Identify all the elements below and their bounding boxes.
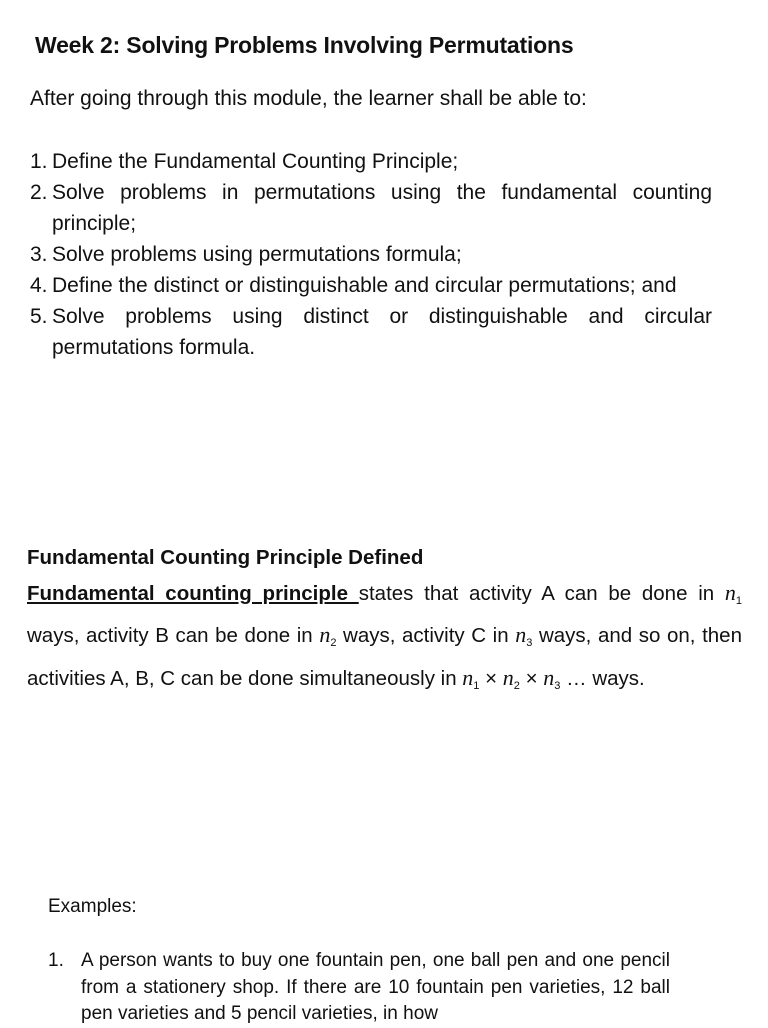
subscript: 3 xyxy=(526,637,533,649)
variable-n: n xyxy=(462,664,474,690)
list-item xyxy=(30,270,712,301)
times-sign: × xyxy=(479,666,503,690)
subscript: 3 xyxy=(554,679,561,692)
times-sign: × xyxy=(525,666,544,690)
list-item xyxy=(30,146,712,177)
subscript: 2 xyxy=(513,679,520,692)
definition-text: ways, activity C in xyxy=(336,624,516,647)
objectives-list xyxy=(30,146,712,363)
list-item-number: 5. xyxy=(30,305,48,328)
definition-text: ways, activity B can be done in xyxy=(27,624,320,647)
definition-text: states that activity A can be done in xyxy=(358,581,725,605)
examples-label: Examples: xyxy=(48,896,137,917)
list-item-text: Define the distinct or distinguishable and circular permutations; and xyxy=(52,274,677,297)
definition-text: … ways. xyxy=(560,666,645,690)
list-item-text: Define the Fundamental Counting Principle; xyxy=(52,150,459,173)
list-item xyxy=(48,948,670,1028)
definition-paragraph xyxy=(27,576,742,704)
list-item-number: 4. xyxy=(30,274,48,297)
list-item-number: 2. xyxy=(30,181,48,204)
subscript: 1 xyxy=(473,679,480,692)
variable-n: n xyxy=(319,622,331,647)
list-item-number: 3. xyxy=(30,243,48,266)
examples-list xyxy=(48,948,670,1028)
definition-term: Fundamental counting principle xyxy=(27,581,359,605)
intro-text: After going through this module, the learner shall be able to: xyxy=(30,87,587,110)
list-item-text: A person wants to buy one fountain pen, one ball pen and one pencil from a stationery shop. If there are 10 fountain pen varieties, 12 ball pen varieties and 5 pencil varieties, in how xyxy=(81,950,670,1024)
page-title: Week 2: Solving Problems Involving Permutations xyxy=(35,32,574,58)
variable-n: n xyxy=(502,664,514,690)
list-item-text: Solve problems using distinct or distinguishable and circular permutations formula. xyxy=(52,305,712,359)
list-item xyxy=(30,239,712,270)
variable-n: n xyxy=(515,622,527,647)
section-heading: Fundamental Counting Principle Defined xyxy=(27,546,424,569)
list-item xyxy=(30,301,712,363)
list-item-text: Solve problems using permutations formula; xyxy=(52,243,462,266)
variable-n: n xyxy=(543,664,555,690)
subscript: 2 xyxy=(330,637,337,649)
list-item-text: Solve problems in permutations using the fundamental counting principle; xyxy=(52,181,712,235)
list-item-number: 1. xyxy=(30,150,48,173)
variable-n: n xyxy=(724,579,736,605)
definition-text: ways, and so on, then activities A, B, C can be done simultaneously in xyxy=(27,624,742,690)
list-item-number: 1. xyxy=(48,950,64,971)
list-item xyxy=(30,177,712,239)
subscript: 1 xyxy=(735,594,742,607)
definition-section xyxy=(27,541,742,703)
